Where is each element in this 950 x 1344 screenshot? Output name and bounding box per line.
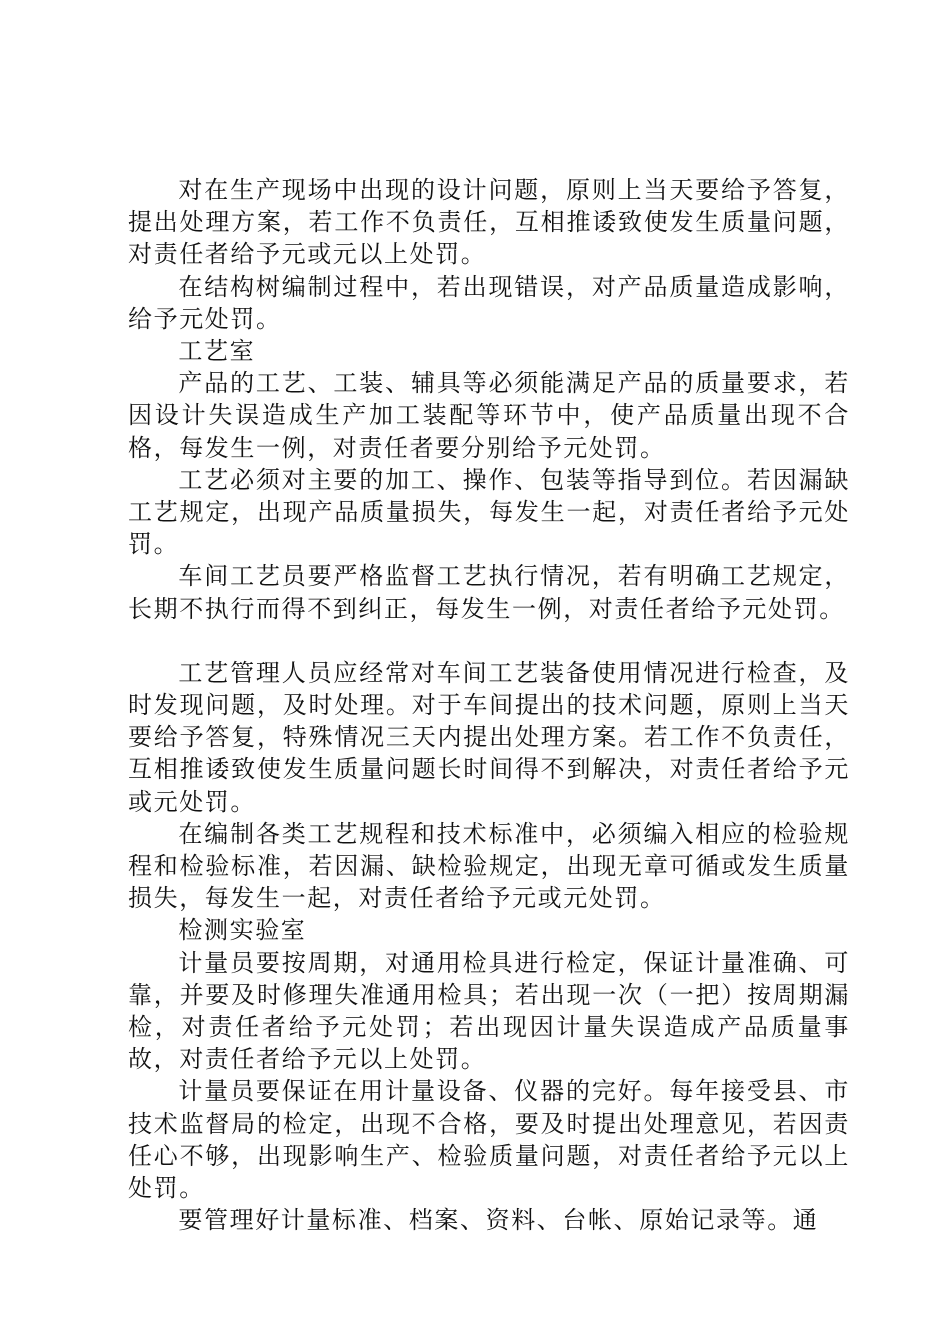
section-heading-testing-lab: 检测实验室	[178, 916, 307, 945]
paragraph-standards-compilation: 在编制各类工艺规程和技术标准中，必须编入相应的检验规程和检验标准，若因漏、缺检验规定，出现无章可循或发生质量损失，每发生一起，对责任者给予元或元处罚。	[128, 819, 850, 913]
paragraph-design-issue-response: 对在生产现场中出现的设计问题，原则上当天要给予答复，提出处理方案，若工作不负责任，互相推诿致使发生质量问题，对责任者给予元或元以上处罚。	[128, 176, 850, 269]
section-heading-process-office: 工艺室	[178, 337, 256, 366]
document-page	[128, 174, 850, 1237]
paragraph-process-management: 工艺管理人员应经常对车间工艺装备使用情况进行检查，及时发现问题，及时处理。对于车间提出的技术问题，原则上当天要给予答复，特殊情况三天内提出处理方案。若工作不负责任，互相推诿致使发生质量问题长时间得不到解决，对责任者给予元或元处罚。	[128, 658, 850, 816]
paragraph-process-quality: 产品的工艺、工装、辅具等必须能满足产品的质量要求，若因设计失误造成生产加工装配等环节中，使产品质量出现不合格，每发生一例，对责任者要分别给予元处罚。	[128, 369, 850, 462]
paragraph-metrology-records: 要管理好计量标准、档案、资料、台帐、原始记录等。通	[178, 1206, 819, 1235]
paragraph-metrology-equipment: 计量员要保证在用计量设备、仪器的完好。每年接受县、市技术监督局的检定，出现不合格，要及时提出处理意见，若因责任心不够，出现影响生产、检验质量问题，对责任者给予元以上处罚。	[128, 1077, 850, 1203]
paragraph-metrology-calibration: 计量员要按周期，对通用检具进行检定，保证计量准确、可靠，并要及时修理失准通用检具；若出现一次（一把）按周期漏检，对责任者给予元处罚；若出现因计量失误造成产品质量事故，对责任者给予元以上处罚。	[128, 948, 850, 1074]
paragraph-workshop-process-supervision: 车间工艺员要严格监督工艺执行情况，若有明确工艺规定，长期不执行而得不到纠正，每发生一例，对责任者给予元处罚。	[128, 562, 850, 623]
paragraph-process-guidance: 工艺必须对主要的加工、操作、包装等指导到位。若因漏缺工艺规定，出现产品质量损失，每发生一起，对责任者给予元处罚。	[128, 465, 850, 559]
paragraph-structure-tree: 在结构树编制过程中，若出现错误，对产品质量造成影响，给予元处罚。	[128, 272, 850, 333]
paragraph-gap	[128, 625, 850, 657]
